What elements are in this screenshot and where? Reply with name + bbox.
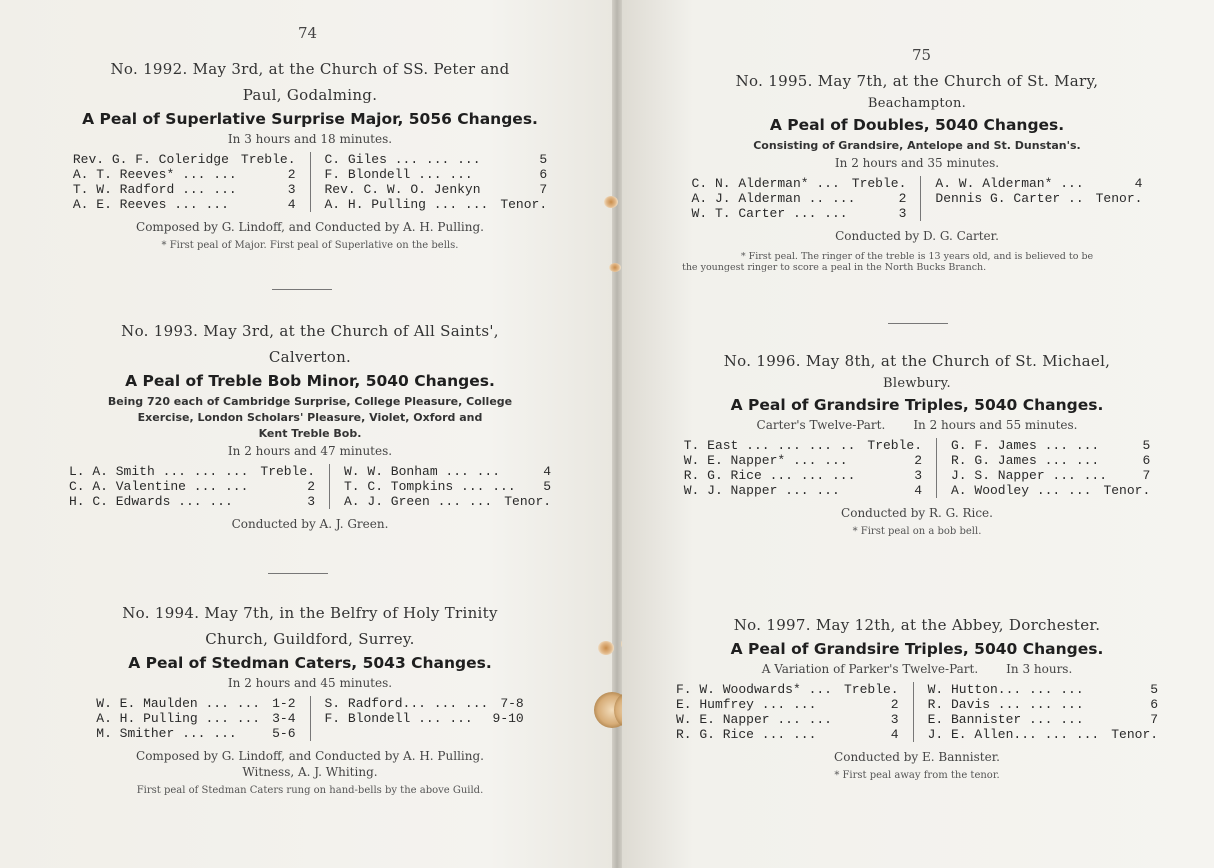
ringer-name: C. N. Alderman* ...: [691, 176, 840, 191]
peal-heading: No. 1996. May 8th, at the Church of St. Michael,: [723, 352, 1111, 370]
ringer: [928, 712, 1158, 727]
ringer-name: C. Giles ... ... ...: [324, 152, 481, 167]
bell-position: 4: [914, 483, 922, 498]
section-divider: [272, 289, 332, 290]
bell-position: 3-4: [272, 711, 296, 726]
peal-meta: [682, 418, 1152, 432]
band-list: [682, 176, 1152, 221]
peal-duration: In 3 hours.: [1006, 662, 1073, 676]
bell-position: 5: [543, 479, 552, 494]
ringer: [676, 727, 899, 742]
ringer: [928, 682, 1158, 697]
ringer-name: Rev. C. W. O. Jenkyn: [324, 182, 481, 197]
ringer: [684, 468, 922, 483]
band-column-left: [73, 152, 310, 212]
peal-entry-1994: [60, 600, 560, 796]
bell-position: Tenor.: [500, 197, 548, 212]
ringer: [676, 697, 899, 712]
band-column-right: [310, 696, 524, 741]
ringer-name: W. E. Napper* ... ...: [683, 453, 848, 468]
peal-heading-location: Beachampton.: [867, 96, 967, 111]
peal-duration: In 2 hours and 35 minutes.: [834, 156, 1000, 170]
ringer-name: Dennis G. Carter ..: [935, 191, 1084, 206]
peal-title: A Peal of Doubles, 5040 Changes.: [769, 116, 1065, 134]
section-divider: [268, 573, 328, 574]
ringer: [69, 464, 315, 479]
ringer: [325, 152, 548, 167]
peal-duration: In 2 hours and 47 minutes.: [227, 444, 393, 458]
bell-position: Treble.: [843, 682, 899, 697]
ringer: [935, 191, 1142, 206]
footnote: * First peal away from the tenor.: [834, 770, 1000, 781]
ringer-name: Rev. G. F. Coleridge: [72, 152, 229, 167]
ringer: [692, 206, 907, 221]
bell-position: 2: [287, 167, 296, 182]
peal-entry-1996: [682, 348, 1152, 537]
ringer-name: E. Bannister ... ...: [927, 712, 1084, 727]
ringer: [96, 726, 295, 741]
band-column-left: [684, 438, 936, 498]
ringer-name: R. G. Rice ... ...: [675, 727, 817, 742]
peal-methods: Exercise, London Scholars' Pleasure, Violet, Oxford and: [137, 411, 483, 424]
ringer: [344, 494, 551, 509]
ringer-name: A. J. Green ... ...: [344, 494, 493, 509]
bell-position: 6: [539, 167, 548, 182]
ringer-name: A. H. Pulling ... ...: [324, 197, 489, 212]
ringer: [935, 176, 1142, 191]
bell-position: 4: [543, 464, 552, 479]
peal-title: A Peal of Superlative Surprise Major, 5056 Changes.: [82, 110, 538, 128]
bell-position: 5-6: [272, 726, 296, 741]
peal-title: A Peal of Grandsire Triples, 5040 Changes.: [730, 396, 1104, 414]
peal-heading: No. 1997. May 12th, at the Abbey, Dorchester.: [733, 616, 1101, 634]
ringer-name: F. W. Woodwards* ...: [675, 682, 832, 697]
ringer: [69, 479, 315, 494]
bell-position: 5: [1142, 438, 1151, 453]
ringer-name: W. Hutton... ... ...: [927, 682, 1084, 697]
band-list: [60, 152, 560, 212]
ringer: [951, 453, 1150, 468]
page-number: 75: [912, 46, 932, 64]
ringer: [928, 727, 1158, 742]
band-column-left: [692, 176, 921, 221]
bell-position: Treble.: [240, 152, 296, 167]
section-divider: [888, 323, 948, 324]
ringer-name: W. E. Napper ... ...: [675, 712, 832, 727]
bell-position: 4: [890, 727, 899, 742]
ringer: [325, 696, 524, 711]
binding-hole: [604, 196, 618, 208]
band-column-right: [913, 682, 1158, 742]
ringer-name: J. E. Allen... ... ...: [927, 727, 1100, 742]
conductor-note: Conducted by D. G. Carter.: [835, 229, 999, 243]
bell-position: 3: [287, 182, 296, 197]
ringer: [684, 483, 922, 498]
footnote: the youngest ringer to score a peal in the North Bucks Branch.: [682, 262, 987, 273]
ringer: [96, 696, 295, 711]
ringer-name: S. Radford... ... ...: [324, 696, 489, 711]
ringer: [73, 152, 296, 167]
peal-heading-location: Paul, Godalming.: [242, 86, 378, 104]
bell-position: 4: [1134, 176, 1143, 191]
ringer-name: C. A. Valentine ... ...: [68, 479, 249, 494]
peal-title: A Peal of Treble Bob Minor, 5040 Changes.: [125, 372, 495, 390]
ringer-name: W. W. Bonham ... ...: [344, 464, 501, 479]
band-list: [60, 696, 560, 741]
conductor-note: Conducted by R. G. Rice.: [841, 506, 993, 520]
bell-position: Treble.: [867, 438, 922, 453]
ringer: [73, 182, 296, 197]
bell-position: Tenor.: [1095, 191, 1143, 206]
bell-position: 3: [307, 494, 315, 509]
book-gutter: [612, 0, 622, 868]
peal-heading-location: Calverton.: [268, 348, 352, 366]
peal-title: A Peal of Grandsire Triples, 5040 Changes.: [730, 640, 1104, 658]
ringer-name: R. G. James ... ...: [951, 453, 1100, 468]
bell-position: 6: [1142, 453, 1151, 468]
binding-hole: [598, 641, 614, 655]
ringer-name: A. E. Reeves ... ...: [72, 197, 229, 212]
ringer: [325, 167, 548, 182]
ringer-name: G. F. James ... ...: [951, 438, 1100, 453]
peal-entry-1997: [675, 612, 1159, 781]
bell-position: 3: [914, 468, 922, 483]
peal-entry-1995: [682, 68, 1152, 273]
ringer-name: T. W. Radford ... ...: [72, 182, 237, 197]
ringer: [684, 453, 922, 468]
bell-position: 7-8: [500, 696, 524, 711]
ringer-name: L. A. Smith ... ... ...: [68, 464, 249, 479]
peal-heading: No. 1995. May 7th, at the Church of St. Mary,: [735, 72, 1099, 90]
band-list: [675, 682, 1159, 742]
band-column-right: [936, 438, 1150, 498]
ringer: [73, 197, 296, 212]
peal-entry-1993: [60, 318, 560, 531]
ringer: [692, 176, 907, 191]
ringer: [692, 191, 907, 206]
footnote: * First peal. The ringer of the treble is 13 years old, and is believed to be: [740, 251, 1094, 262]
bell-position: 2: [890, 697, 899, 712]
bell-position: 5: [539, 152, 548, 167]
ringer: [951, 468, 1150, 483]
bell-position: 7: [539, 182, 548, 197]
ringer: [676, 712, 899, 727]
bell-position: 5: [1150, 682, 1159, 697]
ringer-name: A. J. Alderman .. ...: [691, 191, 856, 206]
conductor-note: Composed by G. Lindoff, and Conducted by A. H. Pulling.: [136, 749, 484, 763]
peal-heading-location: Blewbury.: [883, 376, 951, 391]
peal-composition: Carter's Twelve-Part.: [756, 418, 886, 432]
ringer-name: F. Blondell ... ...: [324, 167, 473, 182]
peal-heading: No. 1992. May 3rd, at the Church of SS. Peter and: [110, 60, 510, 78]
ringer-name: A. W. Alderman* ...: [935, 176, 1084, 191]
band-column-right: [920, 176, 1142, 221]
bell-position: 2: [307, 479, 315, 494]
peal-heading: No. 1994. May 7th, in the Belfry of Holy Trinity: [122, 604, 498, 622]
ringer-name: W. T. Carter ... ...: [691, 206, 848, 221]
peal-duration: In 3 hours and 18 minutes.: [227, 132, 393, 146]
witness-note: Witness, A. J. Whiting.: [242, 765, 378, 779]
footnote: First peal of Stedman Caters rung on hand-bells by the above Guild.: [136, 785, 484, 796]
ringer-name: A. T. Reeves* ... ...: [72, 167, 237, 182]
band-column-left: [676, 682, 913, 742]
conductor-note: Conducted by E. Bannister.: [834, 750, 1000, 764]
ringer-name: T. East ... ... ... ..: [683, 438, 856, 453]
ringer-name: A. H. Pulling ... ...: [96, 711, 261, 726]
peal-heading-location: Church, Guildford, Surrey.: [205, 630, 415, 648]
band-column-left: [69, 464, 329, 509]
ringer: [951, 438, 1150, 453]
band-column-left: [96, 696, 309, 741]
ringer: [69, 494, 315, 509]
ringer-name: W. E. Maulden ... ...: [96, 696, 261, 711]
bell-position: 3: [890, 712, 899, 727]
conductor-note: Composed by G. Lindoff, and Conducted by A. H. Pulling.: [136, 220, 484, 234]
bell-position: 6: [1150, 697, 1159, 712]
ringer: [96, 711, 295, 726]
bell-position: 1-2: [272, 696, 296, 711]
ringer-name: W. J. Napper ... ...: [683, 483, 840, 498]
peal-meta: [682, 662, 1152, 676]
ringer: [344, 479, 551, 494]
ringer: [325, 197, 548, 212]
bell-position: 9-10: [492, 711, 524, 726]
ringer-name: F. Blondell ... ...: [324, 711, 473, 726]
footnote: * First peal on a bob bell.: [852, 526, 982, 537]
peal-title: A Peal of Stedman Caters, 5043 Changes.: [128, 654, 492, 672]
ringer-name: R. G. Rice ... ... ...: [683, 468, 856, 483]
band-column-right: [329, 464, 551, 509]
bell-position: Tenor.: [504, 494, 552, 509]
ringer: [928, 697, 1158, 712]
bell-position: 7: [1150, 712, 1159, 727]
ringer-name: T. C. Tompkins ... ...: [344, 479, 516, 494]
bell-position: 7: [1142, 468, 1151, 483]
ringer-name: R. Davis ... ... ...: [927, 697, 1084, 712]
ringer: [676, 682, 899, 697]
bell-position: Treble.: [260, 464, 315, 479]
peal-duration: In 2 hours and 55 minutes.: [913, 418, 1078, 432]
ringer-name: H. C. Edwards ... ...: [68, 494, 233, 509]
page-number: 74: [298, 24, 318, 42]
bell-position: Tenor.: [1111, 727, 1159, 742]
ringer-name: E. Humfrey ... ...: [675, 697, 817, 712]
bell-position: 2: [914, 453, 922, 468]
bell-position: 3: [898, 206, 907, 221]
peal-entry-1992: [60, 56, 560, 251]
peal-methods: Being 720 each of Cambridge Surprise, College Pleasure, College: [107, 395, 513, 408]
band-list: [60, 464, 560, 509]
ringer: [73, 167, 296, 182]
ringer: [684, 438, 922, 453]
binding-hole: [609, 263, 621, 272]
band-column-right: [310, 152, 548, 212]
conductor-note: Conducted by A. J. Green.: [231, 517, 389, 531]
ringer: [951, 483, 1150, 498]
bell-position: 4: [287, 197, 296, 212]
bell-position: 2: [898, 191, 907, 206]
peal-methods: Consisting of Grandsire, Antelope and St. Dunstan's.: [753, 139, 1081, 152]
right-page: [622, 0, 1214, 868]
ringer: [325, 711, 524, 726]
ringer-name: M. Smither ... ...: [96, 726, 237, 741]
peal-methods: Kent Treble Bob.: [258, 427, 362, 440]
peal-heading: No. 1993. May 3rd, at the Church of All Saints',: [121, 322, 499, 340]
ringer-name: J. S. Napper ... ...: [951, 468, 1108, 483]
ringer: [344, 464, 551, 479]
peal-duration: In 2 hours and 45 minutes.: [227, 676, 393, 690]
peal-composition: A Variation of Parker's Twelve-Part.: [761, 662, 979, 676]
bell-position: Tenor.: [1103, 483, 1151, 498]
band-list: [682, 438, 1152, 498]
ringer: [325, 182, 548, 197]
footnote: * First peal of Major. First peal of Superlative on the bells.: [161, 240, 459, 251]
bell-position: Treble.: [851, 176, 907, 191]
ringer-name: A. Woodley ... ...: [951, 483, 1092, 498]
